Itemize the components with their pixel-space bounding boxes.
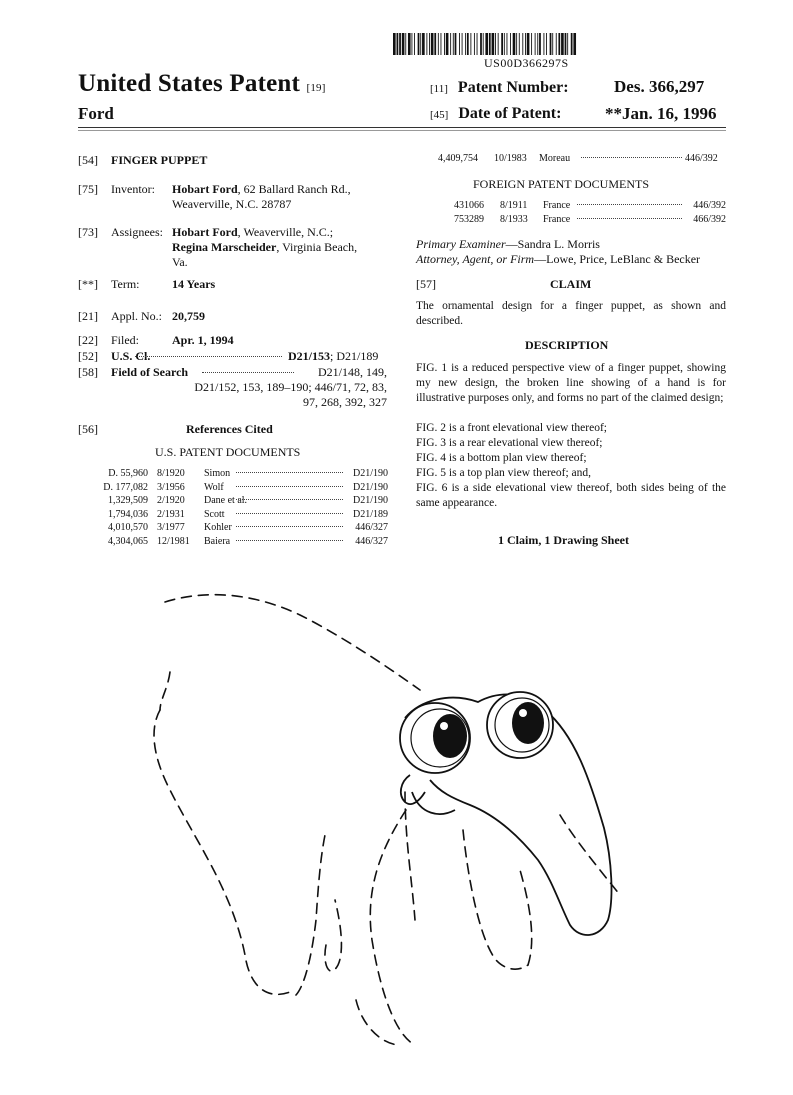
cont-doc-dots (581, 153, 682, 164)
barcode-bar (462, 33, 463, 55)
fig6-desc (416, 481, 726, 511)
fig5-label: FIG. 5 (416, 467, 447, 479)
reference-date: 12/1981 (157, 536, 190, 547)
barcode-bar (465, 33, 466, 55)
uscl-dots (135, 349, 282, 364)
barcode-bar (429, 33, 430, 55)
reference-dots (236, 495, 343, 506)
refs-title: References Cited (186, 422, 273, 436)
inventor-line1 (172, 182, 351, 197)
search-line3: 97, 268, 392, 327 (303, 395, 387, 409)
fig3-text: is a rear elevational view thereof; (446, 437, 603, 449)
barcode-bar (561, 33, 564, 55)
reference-name: Dane et al. (204, 495, 248, 507)
assignee2 (172, 240, 357, 255)
assignee2-line2: Va. (172, 255, 188, 269)
examiner-name: —Sandra L. Morris (505, 237, 600, 251)
header-rule (78, 127, 726, 128)
cont-doc-name: Moreau (539, 153, 571, 164)
reference-date: 8/1911 (500, 200, 528, 211)
claims-summary: 1 Claim, 1 Drawing Sheet (498, 533, 629, 547)
assignee-code: [73] (78, 225, 98, 239)
assignee1 (172, 225, 333, 240)
reference-num: 4,304,065 (108, 536, 148, 547)
right-eye (487, 692, 553, 758)
attorney-name: —Lowe, Price, LeBlanc & Becker (534, 252, 701, 266)
reference-date: 8/1920 (157, 468, 185, 479)
assignee2-address: , Virginia Beach, (276, 240, 358, 254)
fig1-text: is a reduced perspective view of a finger puppet, showing my new design, the broken line showing of a hand is for illustrative purposes only, and forms no part of the claimed design; (416, 362, 726, 404)
date-label: Date of Patent: (458, 105, 562, 122)
uscl-value (288, 349, 378, 364)
barcode-bar (543, 33, 544, 55)
filed-code: [22] (78, 333, 98, 347)
reference-cls: 466/392 (693, 213, 726, 225)
examiner (416, 237, 600, 252)
barcode-bar (422, 33, 425, 55)
barcode-bar (420, 33, 421, 55)
barcode-bar (516, 33, 517, 55)
filed-value: Apr. 1, 1994 (172, 333, 234, 347)
search-code: [58] (78, 365, 98, 379)
reference-cls: 446/327 (355, 522, 388, 534)
fig4-text: is a bottom plan view thereof; (446, 452, 587, 464)
barcode-bar (485, 33, 488, 55)
reference-cls: 446/327 (355, 536, 388, 547)
foreign-title: FOREIGN PATENT DOCUMENTS (473, 177, 650, 191)
patent-number-label: Patent Number: (457, 79, 569, 96)
reference-date: 3/1977 (157, 522, 185, 534)
reference-dots (236, 482, 343, 493)
reference-num: D. 177,082 (103, 481, 148, 493)
barcode-bar (399, 33, 401, 55)
reference-cls: D21/190 (353, 495, 388, 507)
term-code: [**] (78, 277, 98, 291)
barcode-bar (470, 33, 471, 55)
barcode-bar (459, 33, 460, 55)
barcode-bar (411, 33, 412, 55)
uscl-main: D21/153 (288, 349, 330, 363)
barcode-bar (408, 33, 411, 55)
uscl-other: ; D21/189 (330, 349, 379, 363)
patent-number-row (430, 79, 569, 97)
office-name: United States Patent (78, 70, 301, 97)
reference-cls: 446/392 (693, 200, 726, 211)
left-eye (400, 703, 470, 773)
reference-dots (577, 200, 682, 211)
title-code: [54] (78, 153, 98, 167)
barcode-bar (537, 33, 538, 55)
barcode-bar (522, 33, 523, 55)
barcode-bar (483, 33, 484, 55)
barcode-bar (444, 33, 445, 55)
cont-doc-date: 10/1983 (494, 153, 527, 164)
date-of-patent: **Jan. 16, 1996 (605, 104, 717, 123)
inventor-line2: Weaverville, N.C. 28787 (172, 197, 292, 211)
attorney (416, 252, 700, 267)
barcode-bar (498, 33, 499, 55)
barcode-bar (567, 33, 568, 55)
reference-dots (577, 214, 682, 225)
patent-number-code: [11] (430, 83, 448, 95)
search-label: Field of Search (111, 365, 189, 379)
header-rule-thin (78, 130, 726, 131)
appl-value: 20,759 (172, 309, 205, 323)
reference-name: Simon (204, 468, 231, 479)
reference-num: 1,794,036 (108, 508, 148, 520)
fig3-label: FIG. 3 (416, 437, 447, 449)
barcode-bar (550, 33, 552, 55)
fig3-desc (416, 436, 726, 451)
refs-code: [56] (78, 422, 98, 436)
reference-num: D. 55,960 (108, 468, 148, 479)
barcode-bar (467, 33, 469, 55)
barcode-bar (558, 33, 560, 55)
reference-num: 1,329,509 (108, 495, 148, 507)
reference-cls: D21/190 (353, 481, 388, 493)
office-title (78, 70, 326, 98)
barcode-number: US00D366297S (484, 56, 569, 70)
reference-name: Scott (204, 508, 225, 520)
fig4-desc (416, 451, 726, 466)
fig1-desc (416, 361, 726, 406)
date-row (430, 105, 561, 123)
barcode-bar (414, 33, 415, 55)
cont-doc-class: 446/392 (685, 153, 718, 164)
barcode-bar (531, 33, 532, 55)
uscl-label: U.S. Cl. (111, 349, 151, 363)
reference-name: Wolf (204, 481, 224, 493)
barcode-bar (552, 33, 553, 55)
barcode-bar (474, 33, 475, 55)
reference-cls: D21/189 (353, 508, 388, 520)
reference-name: Kohler (204, 522, 232, 534)
barcode-bar (489, 33, 491, 55)
barcode-bar (393, 33, 396, 55)
reference-dots (236, 468, 343, 479)
reference-num: 431066 (454, 200, 484, 211)
barcode-bar (535, 33, 536, 55)
fig5-text: is a top plan view thereof; and, (446, 467, 592, 479)
reference-name: Baiera (204, 536, 231, 547)
barcode-bar (573, 33, 576, 55)
attorney-label: Attorney, Agent, or Firm (416, 252, 535, 266)
search-line1: D21/148, 149, (318, 365, 387, 379)
appl-label: Appl. No.: (111, 309, 162, 323)
barcode (393, 33, 725, 55)
hand-outline (154, 595, 620, 1045)
barcode-bar (418, 33, 420, 55)
invention-title: FINGER PUPPET (111, 153, 208, 167)
patent-number: Des. 366,297 (614, 77, 705, 96)
claim-title: CLAIM (550, 277, 592, 291)
search-dots (202, 365, 294, 380)
reference-cls: D21/190 (353, 468, 388, 479)
search-line2: D21/152, 153, 189–190; 446/71, 72, 83, (194, 380, 387, 394)
barcode-bar (556, 33, 557, 55)
office-code: [19] (306, 82, 326, 94)
barcode-bar (453, 33, 454, 55)
barcode-bar (501, 33, 503, 55)
reference-date: 2/1931 (157, 508, 185, 520)
fig2-label: FIG. 2 (416, 422, 447, 434)
assignee1-name: Hobart Ford (172, 225, 238, 239)
barcode-bar (441, 33, 442, 55)
inventor-label: Inventor: (111, 182, 155, 196)
reference-name: France (543, 200, 571, 211)
barcode-bar (495, 33, 496, 55)
fig2-text: is a front elevational view thereof; (446, 422, 607, 434)
barcode-bar (513, 33, 516, 55)
barcode-bar (426, 33, 427, 55)
barcode-bar (571, 33, 573, 55)
reference-date: 2/1920 (157, 495, 185, 507)
inventor-address: , 62 Ballard Ranch Rd., (237, 182, 351, 196)
barcode-bar (510, 33, 511, 55)
barcode-bar (477, 33, 478, 55)
barcode-bar (519, 33, 520, 55)
barcode-bar (539, 33, 541, 55)
barcode-bar (397, 33, 399, 55)
barcode-bar (546, 33, 547, 55)
barcode-bar (431, 33, 434, 55)
examiner-label: Primary Examiner (416, 237, 506, 251)
barcode-bar (450, 33, 451, 55)
appl-code: [21] (78, 309, 98, 323)
barcode-bar (446, 33, 449, 55)
term-label: Term: (111, 277, 140, 291)
fig2-desc (416, 421, 726, 436)
assignee2-name: Regina Marscheider (172, 240, 277, 254)
uscl-code: [52] (78, 349, 98, 363)
barcode-bar (405, 33, 406, 55)
date-code: [45] (430, 109, 449, 121)
fig6-label: FIG. 6 (416, 482, 448, 494)
cont-doc-num: 4,409,754 (438, 153, 478, 164)
barcode-bar (434, 33, 436, 55)
reference-num: 753289 (454, 213, 484, 225)
inventor-short: Ford (78, 104, 114, 123)
finger-puppet-drawing (0, 560, 793, 1095)
fig1-label: FIG. 1 (416, 362, 448, 374)
term-value: 14 Years (172, 277, 216, 291)
barcode-bar (402, 33, 405, 55)
barcode-bar (455, 33, 457, 55)
reference-dots (236, 536, 343, 547)
barcode-bar (507, 33, 508, 55)
barcode-bar (480, 33, 482, 55)
barcode-bar (525, 33, 526, 55)
fig5-desc (416, 466, 726, 481)
us-docs-title: U.S. PATENT DOCUMENTS (155, 445, 301, 459)
inventor-code: [75] (78, 182, 98, 196)
barcode-bar (504, 33, 505, 55)
reference-dots (236, 509, 343, 520)
reference-date: 8/1933 (500, 213, 528, 225)
reference-dots (236, 522, 343, 533)
barcode-bar (565, 33, 567, 55)
claim-code: [57] (416, 277, 436, 291)
fig6-text: is a side elevational view thereof, both sides being of the same appearance. (416, 482, 727, 509)
fig4-label: FIG. 4 (416, 452, 447, 464)
description-title: DESCRIPTION (525, 338, 609, 352)
reference-date: 3/1956 (157, 481, 185, 493)
barcode-bar (527, 33, 530, 55)
assignee-label: Assignees: (111, 225, 163, 239)
barcode-bar (492, 33, 495, 55)
reference-num: 4,010,570 (108, 522, 148, 534)
barcode-bar (438, 33, 439, 55)
inventor-name: Hobart Ford (172, 182, 238, 196)
filed-label: Filed: (111, 333, 140, 347)
claim-text: The ornamental design for a finger puppet, as shown and described. (416, 300, 726, 327)
reference-name: France (543, 213, 571, 225)
assignee1-address: , Weaverville, N.C.; (237, 225, 334, 239)
